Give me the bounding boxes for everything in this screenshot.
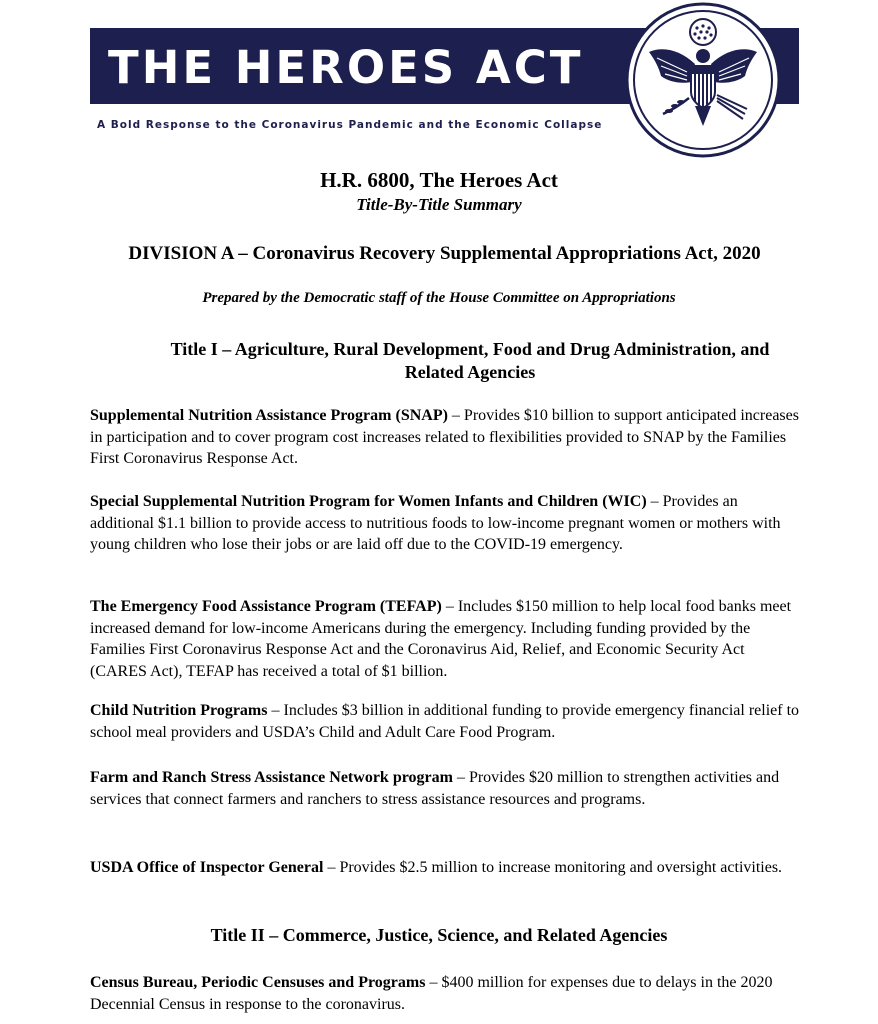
item-text: – $400 million for expenses due to delays in the 2020 Decennial Census in response to the coronavirus. bbox=[90, 974, 773, 1013]
title-i-heading: Title I – Agriculture, Rural Development, Food and Drug Administration, and Related Agencies bbox=[170, 339, 770, 382]
item-usda-oig bbox=[90, 857, 802, 879]
prepared-by-note: Prepared by the Democratic staff of the House Committee on Appropriations bbox=[202, 290, 676, 306]
item-heading: Special Supplemental Nutrition Program for Women Infants and Children (WIC) bbox=[90, 493, 647, 510]
great-seal-eagle-icon bbox=[625, 2, 781, 158]
item-text: – Provides an additional $1.1 billion to provide access to nutritious foods to low-income pregnant women or mothers with young children who lose their jobs or are laid off due to the COVID-19 emergency. bbox=[90, 493, 781, 553]
item-heading: USDA Office of Inspector General bbox=[90, 859, 324, 876]
item-heading: Child Nutrition Programs bbox=[90, 702, 268, 719]
item-census-bureau bbox=[90, 972, 802, 1015]
item-text: – Provides $2.5 million to increase monitoring and oversight activities. bbox=[323, 859, 783, 876]
item-heading: Census Bureau, Periodic Censuses and Programs bbox=[90, 974, 426, 991]
item-text: – Includes $3 billion in additional funding to provide emergency financial relief to school meal providers and USDA’s Child and Adult Care Food Program. bbox=[90, 702, 800, 741]
item-text: – Provides $10 billion to support anticipated increases in participation and to cover program cost increases related to flexibilities provided to SNAP by the Families First Coronavirus Response Act. bbox=[90, 407, 799, 467]
division-heading: DIVISION A – Coronavirus Recovery Supplemental Appropriations Act, 2020 bbox=[128, 243, 761, 264]
item-heading: The Emergency Food Assistance Program (TEFAP) bbox=[90, 598, 442, 615]
item-tefap bbox=[90, 596, 802, 682]
title-ii-heading: Title II – Commerce, Justice, Science, and Related Agencies bbox=[210, 925, 668, 945]
document-title: H.R. 6800, The Heroes Act bbox=[320, 168, 558, 192]
banner-title: THE HEROES ACT bbox=[108, 41, 584, 94]
item-heading: Supplemental Nutrition Assistance Program (SNAP) bbox=[90, 407, 448, 424]
item-snap bbox=[90, 405, 802, 470]
item-wic bbox=[90, 491, 802, 556]
item-text: – Includes $150 million to help local food banks meet increased demand for low-income Americans during the emergency. Including funding provided by the Families First Coronavirus Response Act and the Coronavirus Aid, Relief, and Economic Security Act (CARES Act), TEFAP has received a total of $1 billion. bbox=[90, 598, 792, 680]
item-text: – Provides $20 million to strengthen activities and services that connect farmers and ranchers to stress assistance resources and programs. bbox=[90, 769, 780, 808]
item-farm-ranch-stress bbox=[90, 767, 802, 810]
item-child-nutrition bbox=[90, 700, 802, 743]
item-heading: Farm and Ranch Stress Assistance Network program bbox=[90, 769, 453, 786]
document-subtitle: Title-By-Title Summary bbox=[356, 195, 522, 214]
tagline: A Bold Response to the Coronavirus Pandemic and the Economic Collapse bbox=[97, 119, 603, 131]
